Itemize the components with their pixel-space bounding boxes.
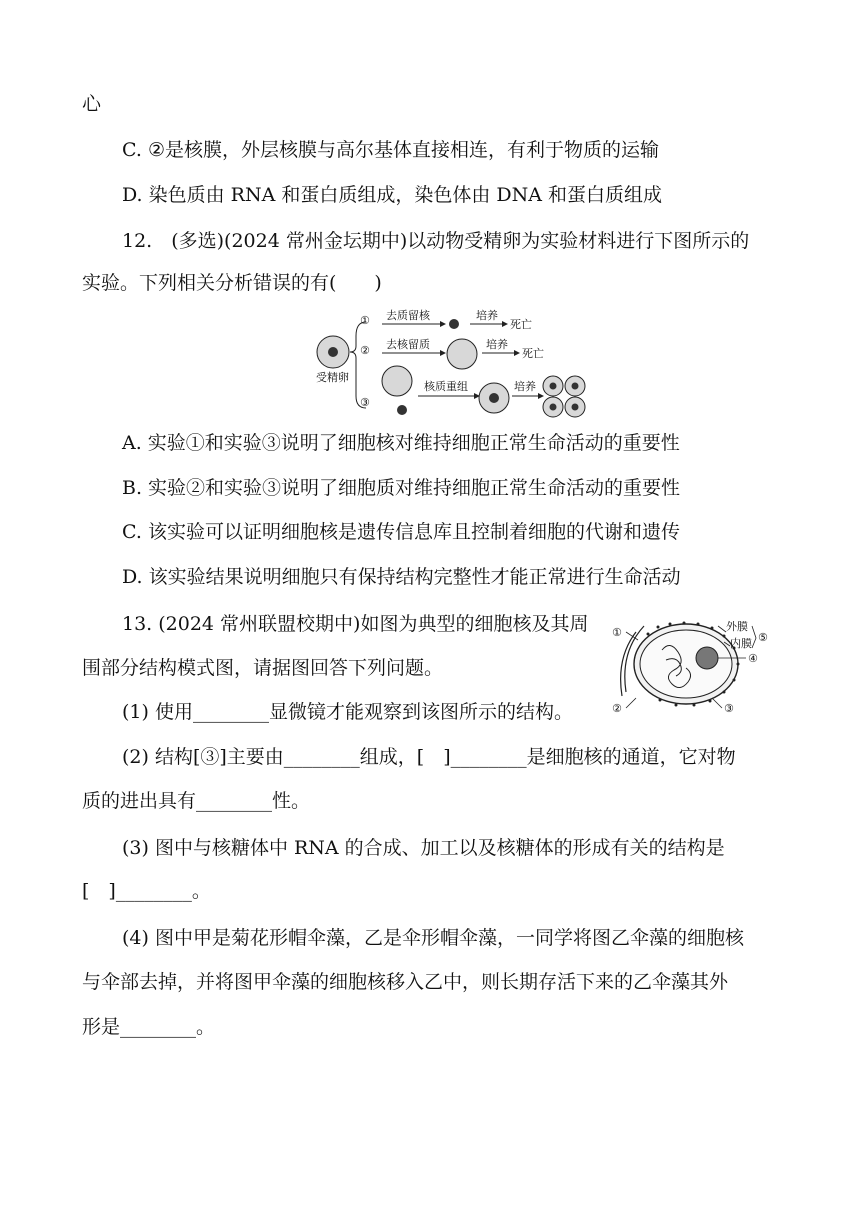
question-13-line-2: 围部分结构模式图，请据图回答下列问题。	[82, 657, 444, 679]
subquestion-3-line-1: (3) 图中与核糖体中 RNA 的合成、加工以及核糖体的形成有关的结构是	[122, 837, 725, 859]
nucleolus	[696, 647, 718, 669]
subquestion-3-line-2: [ ]________。	[82, 880, 211, 902]
experiment-2-step: 去核留质	[386, 338, 430, 351]
inner-membrane-label: 内膜	[730, 637, 752, 650]
subquestion-4-line-3: 形是________。	[82, 1016, 216, 1038]
question-13-line-1: 13. (2024 常州联盟校期中)如图为典型的细胞核及其周	[122, 613, 589, 635]
separate-nucleus	[397, 405, 407, 415]
experiment-1-step: 去质留核	[386, 309, 430, 322]
experiment-3-step: 核质重组	[424, 380, 468, 393]
experiment-3-culture: 培养	[514, 380, 536, 393]
nucleus-diagram	[606, 612, 781, 720]
label-4: ④	[748, 652, 758, 665]
question-12-line-2: 实验。下列相关分析错误的有( )	[82, 272, 382, 294]
option-d-prev: D. 染色质由 RNA 和蛋白质组成，染色体由 DNA 和蛋白质组成	[122, 184, 663, 206]
label-5: ⑤	[758, 631, 768, 644]
subquestion-4-line-1: (4) 图中甲是菊花形帽伞藻，乙是伞形帽伞藻，一同学将图乙伞藻的细胞核	[122, 927, 744, 949]
subquestion-1: (1) 使用________显微镜才能观察到该图所示的结构。	[122, 701, 573, 723]
subquestion-4-line-2: 与伞部去掉，并将图甲伞藻的细胞核移入乙中，则长期存活下来的乙伞藻其外	[82, 971, 729, 993]
option-c: C. 该实验可以证明细胞核是遗传信息库且控制着细胞的代谢和遗传	[122, 521, 680, 543]
experiment-3-number: ③	[360, 396, 370, 409]
label-2: ②	[612, 702, 622, 715]
zygote-label: 受精卵	[316, 371, 349, 384]
text-line-1: 心	[82, 93, 102, 115]
experiment-1-result: 死亡	[510, 318, 532, 331]
experiment-2-culture: 培养	[486, 338, 508, 351]
zygote-nucleus	[328, 347, 338, 357]
nucleus-only	[449, 319, 459, 329]
label-1: ①	[612, 626, 622, 639]
subquestion-2-line-1: (2) 结构[③]主要由________组成，[ ]________是细胞核的通道，它对物	[122, 746, 736, 768]
outer-membrane-label: 外膜	[726, 620, 748, 633]
question-12-line-1: 12. (多选)(2024 常州金坛期中)以动物受精卵为实验材料进行下图所示的	[122, 230, 750, 252]
enucleated-cell	[382, 366, 412, 396]
cytoplasm-only	[447, 339, 477, 369]
experiment-1-number: ①	[360, 314, 370, 327]
option-d: D. 该实验结果说明细胞只有保持结构完整性才能正常进行生命活动	[122, 566, 681, 588]
option-a: A. 实验①和实验③说明了细胞核对维持细胞正常生命活动的重要性	[122, 432, 680, 454]
dividing-cells	[543, 376, 585, 417]
experiment-1-culture: 培养	[476, 309, 498, 322]
option-c-prev: C. ②是核膜，外层核膜与高尔基体直接相连，有利于物质的运输	[122, 139, 659, 161]
option-b: B. 实验②和实验③说明了细胞质对维持细胞正常生命活动的重要性	[122, 477, 681, 499]
label-3: ③	[724, 702, 734, 715]
experiment-2-result: 死亡	[522, 347, 544, 360]
subquestion-2-line-2: 质的进出具有________性。	[82, 790, 311, 812]
experiment-diagram	[310, 308, 590, 423]
inner-membrane	[640, 630, 732, 698]
experiment-2-number: ②	[360, 344, 370, 357]
